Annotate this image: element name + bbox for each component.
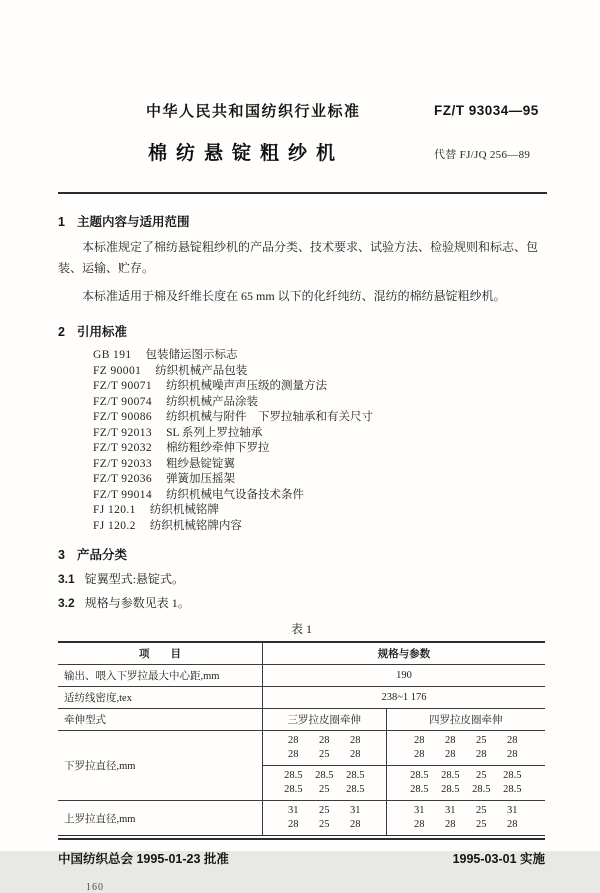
- col-header-item: 项 目: [58, 642, 263, 665]
- reference-title: 纺织机械噪声声压级的测量方法: [166, 380, 328, 392]
- section-1-number: 1: [58, 215, 65, 229]
- standard-org-title: 中华人民共和国纺织行业标准: [146, 103, 361, 120]
- reference-title: 包装储运图示标志: [145, 349, 238, 361]
- replaces-note: 代替 FJ/JQ 256—89: [434, 149, 531, 161]
- table-row-draft-type: [58, 709, 545, 731]
- reference-item: [93, 441, 545, 457]
- roller-values-row: 28 28 25 28: [414, 819, 518, 830]
- reference-item: [93, 395, 545, 411]
- classification-item-3-1: [58, 570, 545, 587]
- document-header: [0, 0, 600, 196]
- reference-item: [93, 457, 545, 473]
- reference-title: 弹簧加压摇架: [166, 473, 236, 485]
- section-2-heading: [58, 322, 545, 340]
- table-bottom-rule: [58, 838, 545, 840]
- reference-item: [93, 426, 545, 442]
- lower-roller-four-group-a: [386, 731, 545, 766]
- reference-item: [93, 503, 545, 519]
- roller-values-row: 28 28 25 28: [414, 735, 518, 746]
- reference-code: FZ/T 90074: [93, 395, 153, 408]
- reference-code: GB 191: [93, 349, 132, 361]
- document-title: 棉纺悬锭粗纱机: [148, 143, 345, 164]
- upper-roller-three-group: [263, 801, 386, 836]
- reference-title: SL 系列上罗拉轴承: [166, 426, 263, 439]
- section-3-number: 3: [58, 548, 65, 562]
- reference-title: 纺织机械与附件 下罗拉轴承和有关尺寸: [166, 411, 374, 423]
- standard-number: FZ/T 93034—95: [434, 103, 539, 118]
- roller-values-row: 28.5 25 28.5: [284, 784, 365, 795]
- roller-values-row: 28 25 28: [288, 749, 361, 760]
- item-3-1-number: 3.1: [58, 572, 75, 586]
- lower-roller-four-group-b: [386, 766, 545, 801]
- section-2-number: 2: [58, 325, 65, 339]
- table-row-center-distance: [58, 665, 545, 687]
- roller-values-row: 28 28 28 28: [414, 749, 518, 760]
- table-header-row: [58, 642, 545, 665]
- scope-paragraph-1: 本标准规定了棉纺悬锭粗纱机的产品分类、技术要求、试验方法、检验规则和标志、包装、运输、贮存。: [58, 240, 539, 275]
- col-header-spec: 规格与参数: [263, 642, 545, 665]
- draft-type-three-roller: 三罗拉皮圈牵伸: [263, 709, 386, 731]
- reference-title: 棉纺粗纱牵伸下罗拉: [166, 442, 270, 454]
- table-row-lower-roller-a: [58, 731, 545, 766]
- roller-values-row: 28.5 28.5 28.5 28.5: [410, 784, 522, 795]
- reference-code: FZ/T 92033: [93, 457, 153, 470]
- section-3-heading: [58, 545, 545, 563]
- reference-item: [93, 410, 545, 426]
- reference-code: FZ/T 90071: [93, 380, 153, 392]
- roller-values-row: 28.5 28.5 25 28.5: [410, 770, 522, 781]
- section-1-heading: [58, 212, 545, 230]
- item-3-2-text: 规格与参数见表 1。: [84, 596, 190, 610]
- reference-item: [93, 519, 545, 535]
- reference-code: FJ 120.2: [93, 519, 136, 532]
- row-label-draft-type: 牵伸型式: [58, 709, 263, 731]
- reference-item: [93, 379, 545, 395]
- header-divider: [58, 192, 547, 194]
- reference-code: FZ/T 92036: [93, 473, 153, 485]
- reference-list: [93, 348, 545, 534]
- document-footer: [58, 849, 545, 867]
- lower-roller-three-group-a: [263, 731, 386, 766]
- reference-item: [93, 488, 545, 504]
- item-3-2-number: 3.2: [58, 596, 75, 610]
- section-3-title: 产品分类: [76, 548, 127, 562]
- roller-values-row: 31 31 25 31: [414, 805, 518, 816]
- reference-title: 纺织机械产品涂装: [166, 395, 259, 408]
- reference-code: FZ/T 90086: [93, 411, 153, 423]
- draft-type-four-roller: 四罗拉皮圈牵伸: [386, 709, 545, 731]
- page-number: 160: [86, 882, 104, 893]
- approval-note: 中国纺织总会 1995-01-23 批准: [58, 852, 229, 866]
- implementation-note: 1995-03-01 实施: [452, 852, 545, 866]
- item-3-1-text: 锭翼型式:悬锭式。: [84, 572, 185, 586]
- table-1-specs: [58, 641, 545, 836]
- row-label-density: 适纺线密度,tex: [58, 687, 263, 709]
- row-label-upper-roller: 上罗拉直径,mm: [58, 801, 263, 836]
- reference-code: FJ 120.1: [93, 504, 136, 516]
- row-label-lower-roller: 下罗拉直径,mm: [58, 731, 263, 801]
- value-density: 238~1 176: [263, 687, 545, 709]
- table-row-upper-roller: [58, 801, 545, 836]
- lower-roller-three-group-b: [263, 766, 386, 801]
- reference-item: [93, 472, 545, 488]
- roller-values-row: 28 25 28: [288, 819, 361, 830]
- document-body: [0, 212, 600, 893]
- upper-roller-four-group: [386, 801, 545, 836]
- reference-title: 纺织机械铭牌: [149, 504, 219, 516]
- table-1-caption: 表 1: [290, 622, 312, 636]
- row-label-center-distance: 输出、喂入下罗拉最大中心距,mm: [58, 665, 263, 687]
- reference-title: 纺织机械铭牌内容: [149, 519, 242, 532]
- reference-title: 粗纱悬锭锭翼: [166, 457, 236, 470]
- roller-values-row: 28.5 28.5 28.5: [284, 770, 365, 781]
- reference-code: FZ/T 99014: [93, 488, 153, 501]
- reference-item: [93, 364, 545, 380]
- table-row-density: [58, 687, 545, 709]
- roller-values-row: 31 25 31: [288, 805, 361, 816]
- reference-title: 纺织机械产品包装: [155, 364, 248, 377]
- section-2-title: 引用标准: [76, 325, 127, 339]
- scope-paragraph-2: 本标准适用于棉及纤维长度在 65 mm 以下的化纤纯纺、混纺的棉纺悬锭粗纱机。: [82, 289, 506, 303]
- roller-values-row: 28 28 28: [288, 735, 361, 746]
- reference-title: 纺织机械电气设备技术条件: [166, 488, 305, 501]
- classification-item-3-2: [58, 594, 545, 611]
- value-center-distance: 190: [263, 665, 545, 687]
- reference-item: [93, 348, 545, 364]
- reference-code: FZ 90001: [93, 364, 142, 377]
- section-1-title: 主题内容与适用范围: [76, 215, 190, 229]
- reference-code: FZ/T 92032: [93, 442, 153, 454]
- reference-code: FZ/T 92013: [93, 426, 153, 439]
